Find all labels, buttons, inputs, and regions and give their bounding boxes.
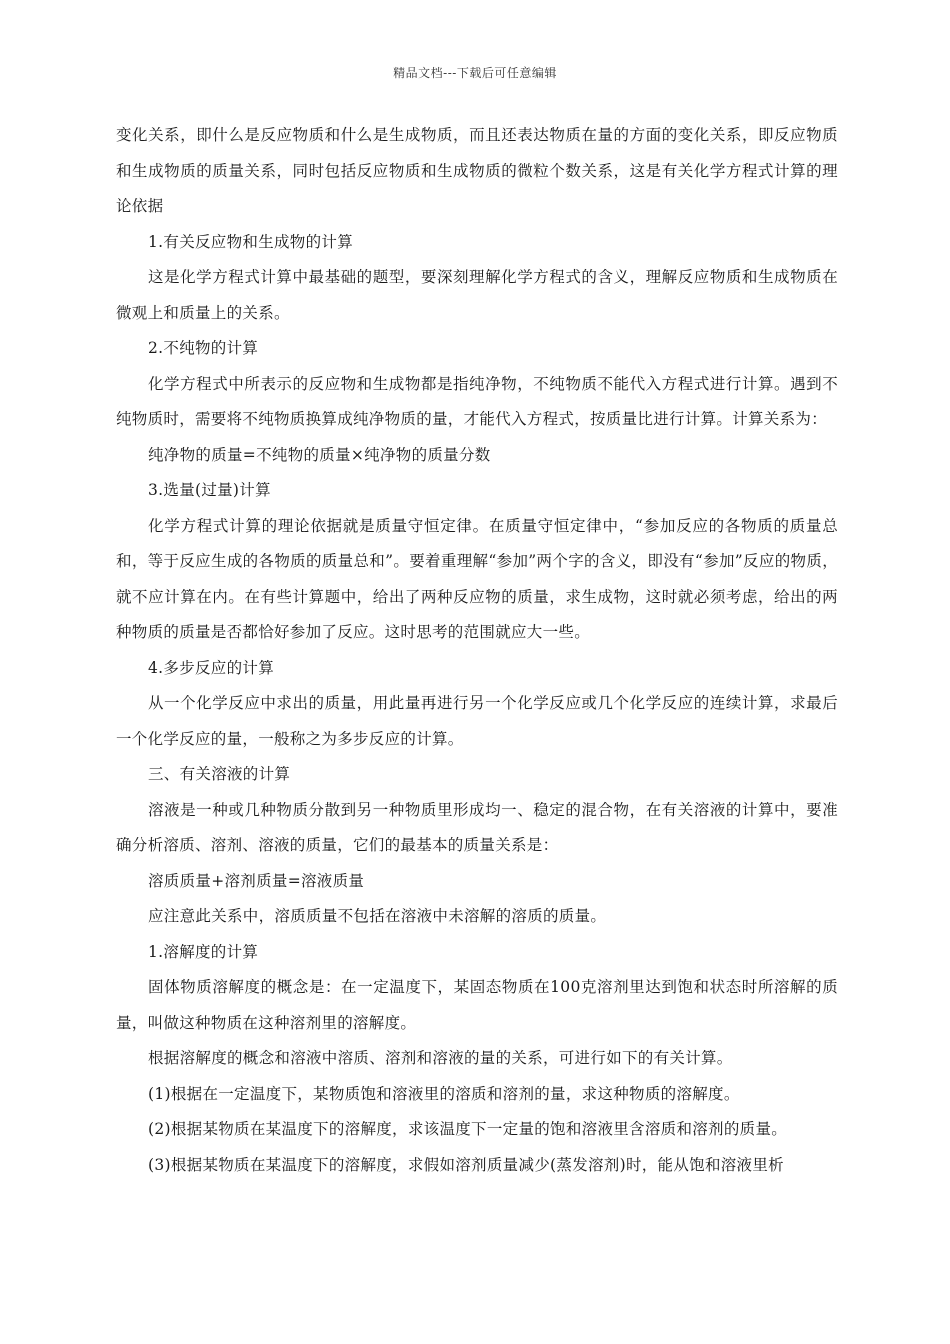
paragraph: 变化关系，即什么是反应物质和什么是生成物质，而且还表达物质在量的方面的变化关系，即反应物质和生成物质的质量关系，同时包括反应物质和生成物质的微粒个数关系，这是有关化学方程式计算的理论依据 (116, 126, 838, 215)
section-heading: 三、有关溶液的计算 (148, 765, 291, 783)
document-body (116, 118, 838, 1183)
page-header: 精品文档---下载后可任意编辑 (393, 66, 557, 80)
section-heading: 2.不纯物的计算 (148, 339, 259, 357)
list-item: (3)根据某物质在某温度下的溶解度，求假如溶剂质量减少(蒸发溶剂)时，能从饱和溶液里析 (148, 1155, 784, 1174)
paragraph: 溶液是一种或几种物质分散到另一种物质里形成均一、稳定的混合物，在有关溶液的计算中，要准确分析溶质、溶剂、溶液的质量，它们的最基本的质量关系是： (116, 800, 838, 854)
list-item: (2)根据某物质在某温度下的溶解度，求该温度下一定量的饱和溶液里含溶质和溶剂的质量。 (148, 1120, 788, 1138)
paragraph: 固体物质溶解度的概念是：在一定温度下，某固态物质在100克溶剂里达到饱和状态时所溶解的质量，叫做这种物质在这种溶剂里的溶解度。 (116, 978, 838, 1032)
paragraph: 从一个化学反应中求出的质量，用此量再进行另一个化学反应或几个化学反应的连续计算，求最后一个化学反应的量，一般称之为多步反应的计算。 (116, 694, 838, 748)
paragraph: 化学方程式计算的理论依据就是质量守恒定律。在质量守恒定律中，“参加反应的各物质的质量总和，等于反应生成的各物质的质量总和”。要着重理解“参加”两个字的含义，即没有“参加”反应的物质，就不应计算在内。在有些计算题中，给出了两种反应物的质量，求生成物，这时就必须考虑，给出的两种物质的质量是否都恰好参加了反应。这时思考的范围就应大一些。 (116, 516, 838, 641)
section-heading: 1.溶解度的计算 (148, 942, 259, 961)
paragraph: 应注意此关系中，溶质质量不包括在溶液中未溶解的溶质的质量。 (148, 907, 607, 925)
section-heading: 4.多步反应的计算 (148, 658, 274, 677)
section-heading: 3.选量(过量)计算 (148, 481, 271, 499)
paragraph: 根据溶解度的概念和溶液中溶质、溶剂和溶液的量的关系，可进行如下的有关计算。 (148, 1049, 733, 1067)
formula-line: 溶质质量+溶剂质量=溶液质量 (148, 871, 365, 890)
paragraph: 化学方程式中所表示的反应物和生成物都是指纯净物，不纯物质不能代入方程式进行计算。遇到不纯物质时，需要将不纯物质换算成纯净物质的量，才能代入方程式，按质量比进行计算。计算关系为： (116, 374, 838, 428)
paragraph: 这是化学方程式计算中最基础的题型，要深刻理解化学方程式的含义，理解反应物质和生成物质在微观上和质量上的关系。 (116, 268, 838, 322)
formula-line: 纯净物的质量=不纯物的质量×纯净物的质量分数 (148, 445, 491, 464)
list-item: (1)根据在一定温度下，某物质饱和溶液里的溶质和溶剂的量，求这种物质的溶解度。 (148, 1084, 740, 1103)
section-heading: 1.有关反应物和生成物的计算 (148, 232, 353, 251)
